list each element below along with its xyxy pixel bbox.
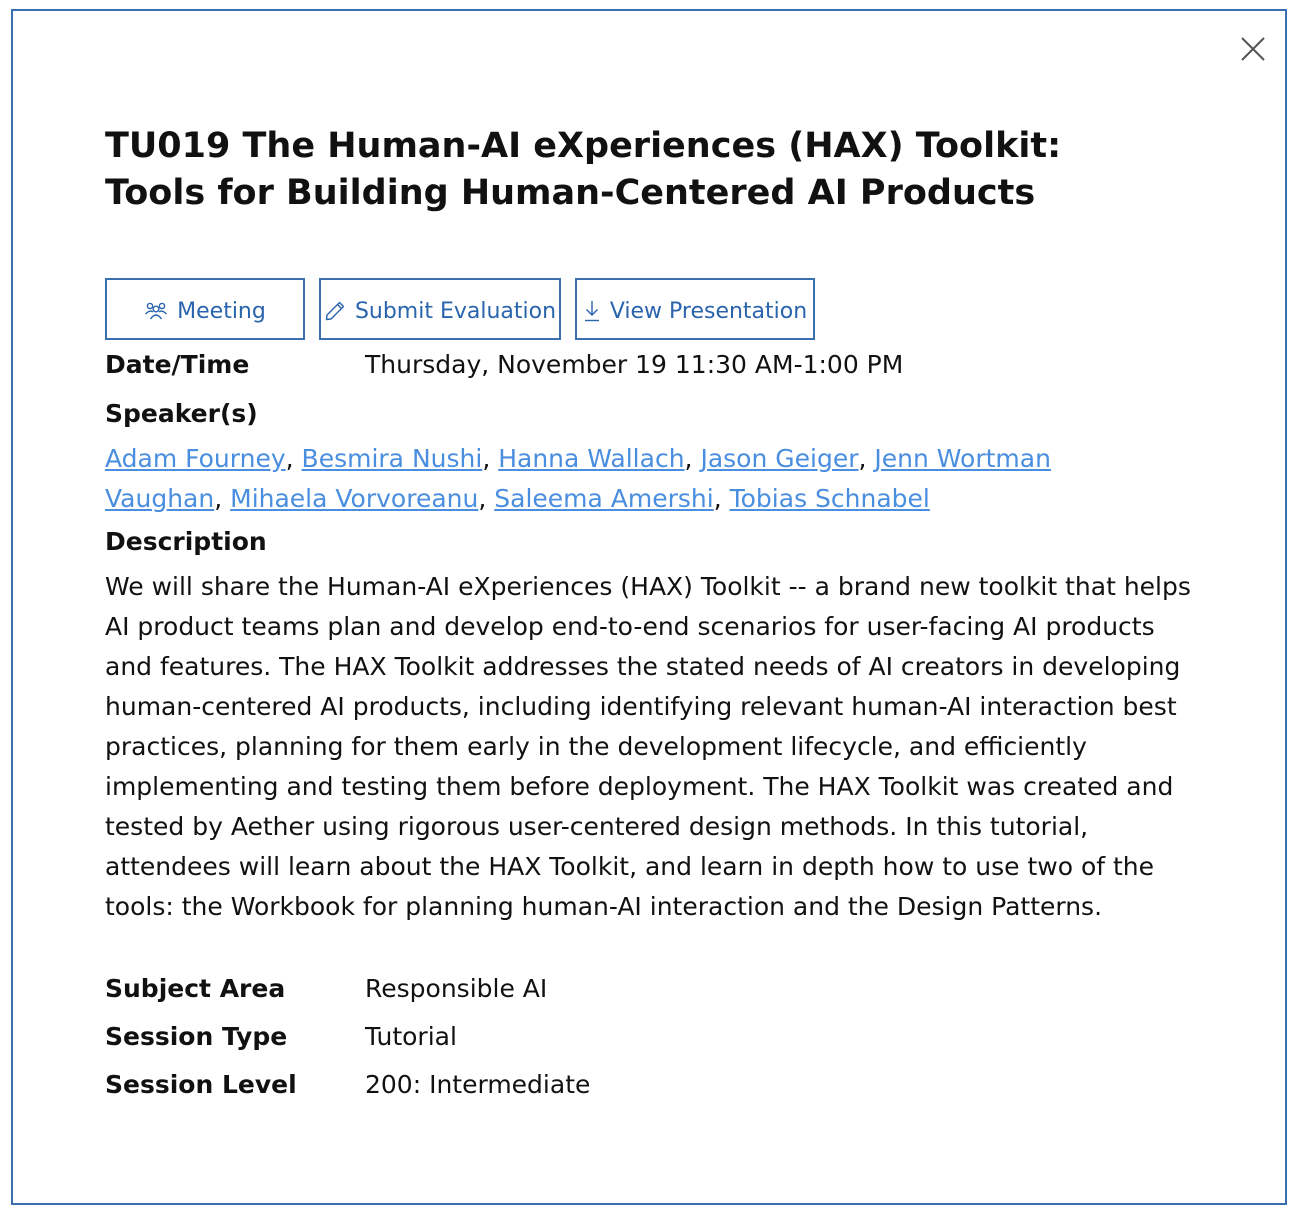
download-icon xyxy=(583,300,601,322)
speaker-separator: , xyxy=(684,444,701,473)
speakers-label: Speaker(s) xyxy=(105,399,258,428)
speaker-separator: , xyxy=(478,484,495,513)
speaker-separator: , xyxy=(713,484,730,513)
pencil-icon xyxy=(324,300,346,322)
submit-evaluation-button[interactable] xyxy=(319,278,561,340)
description-text: We will share the Human-AI eXperiences (HAX) Toolkit -- a brand new toolkit that helps AI product teams plan and develop end-to-end scenarios for user-facing AI products and features. The HAX Toolkit addresses the stated needs of AI creators in developing human-centered AI products, including identifying relevant human-AI interaction best practices, planning for them early in the development lifecycle, and efficiently implementing and testing them before deployment. The HAX Toolkit was created and tested by Aether using rigorous user-centered design methods. In this tutorial, attendees will learn about the HAX Toolkit, and learn in depth how to use two of the tools: the Workbook for planning human-AI interaction and the Design Patterns. xyxy=(105,572,1191,921)
speaker-separator: , xyxy=(858,444,875,473)
close-button[interactable] xyxy=(1239,35,1267,63)
speaker-separator: , xyxy=(285,444,302,473)
speaker-link[interactable]: Besmira Nushi xyxy=(301,444,483,473)
speaker-link[interactable]: Saleema Amershi xyxy=(494,484,714,513)
people-icon xyxy=(144,301,168,321)
speaker-separator: , xyxy=(214,484,231,513)
subject-area-label: Subject Area xyxy=(105,974,286,1003)
view-presentation-button[interactable] xyxy=(575,278,815,340)
session-type-value: Tutorial xyxy=(365,1022,457,1051)
meeting-button-label: Meeting xyxy=(177,298,266,324)
speaker-link[interactable]: Tobias Schnabel xyxy=(729,484,930,513)
speaker-link[interactable]: Jenn Wortman Vaughan xyxy=(105,444,1051,513)
session-level-value: 200: Intermediate xyxy=(365,1070,591,1099)
date-time-value: Thursday, November 19 11:30 AM-1:00 PM xyxy=(365,350,904,379)
subject-area-value: Responsible AI xyxy=(365,974,548,1003)
session-level-label: Session Level xyxy=(105,1070,297,1099)
session-title: TU019 The Human-AI eXperiences (HAX) Toolkit: Tools for Building Human-Centered AI Products xyxy=(105,126,1062,213)
meeting-button[interactable] xyxy=(105,278,305,340)
view-presentation-label: View Presentation xyxy=(609,298,808,324)
speaker-link[interactable]: Mihaela Vorvoreanu xyxy=(230,484,479,513)
submit-evaluation-label: Submit Evaluation xyxy=(354,298,557,324)
speaker-link[interactable]: Jason Geiger xyxy=(700,444,859,473)
speaker-separator: , xyxy=(482,444,499,473)
speaker-link[interactable]: Adam Fourney xyxy=(105,444,286,473)
speaker-link[interactable]: Hanna Wallach xyxy=(498,444,685,473)
speaker-list xyxy=(105,439,1125,519)
date-time-label: Date/Time xyxy=(105,350,250,379)
close-icon xyxy=(1239,35,1267,63)
session-type-label: Session Type xyxy=(105,1022,288,1051)
session-details-dialog xyxy=(11,9,1287,1205)
description-label: Description xyxy=(105,527,267,556)
